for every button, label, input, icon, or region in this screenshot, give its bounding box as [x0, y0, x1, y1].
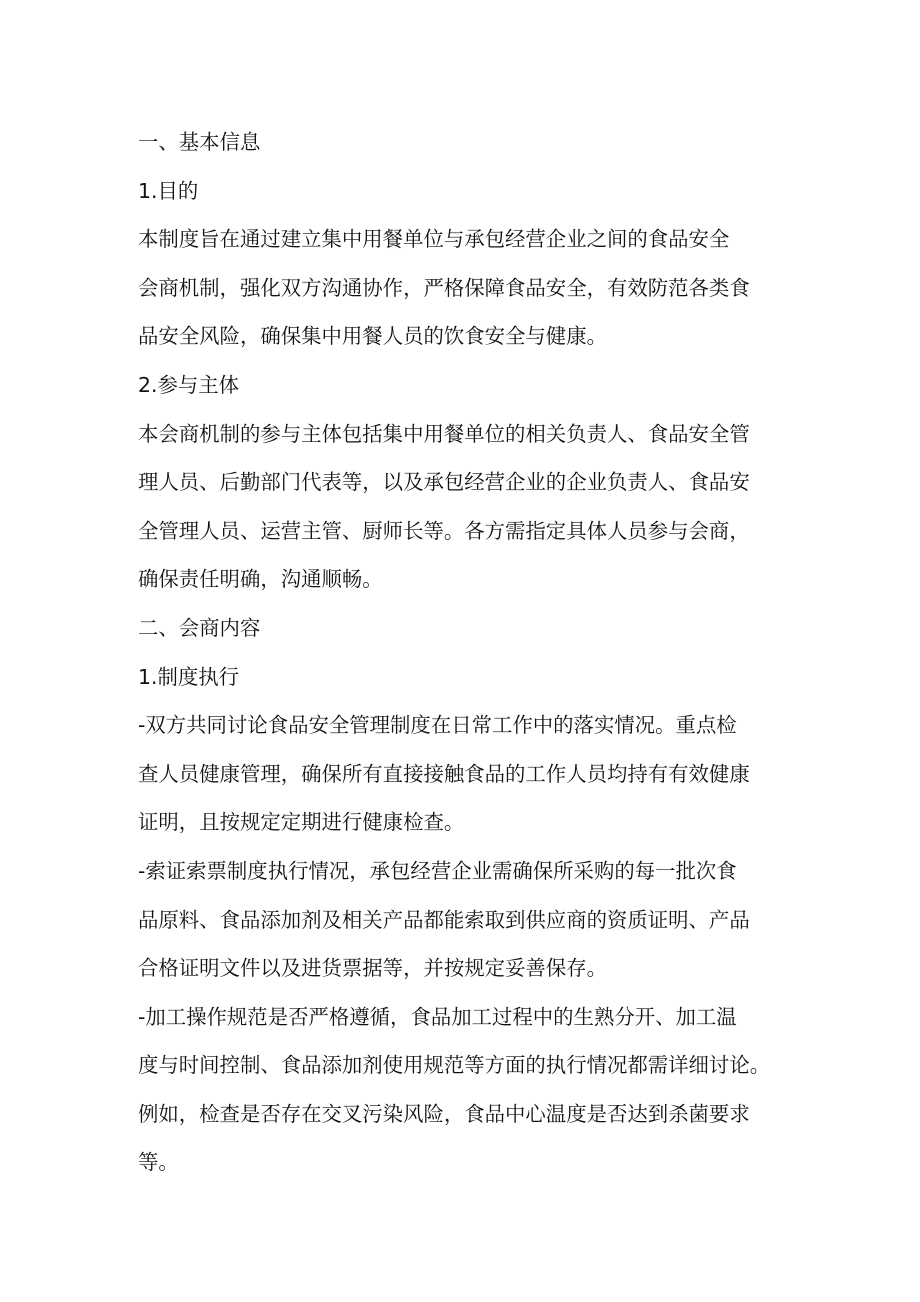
- paragraph-participants: [138, 410, 798, 604]
- text-line: 等。: [138, 1150, 179, 1175]
- subheading-purpose: 1.目的: [138, 178, 199, 203]
- document-body: [138, 118, 798, 1187]
- section-heading-basic-info: 一、基本信息: [138, 130, 261, 154]
- text-line: 证明，且按规定定期进行健康检查。: [138, 810, 465, 835]
- text-line: 本会商机制的参与主体包括集中用餐单位的相关负责人、食品安全管: [138, 421, 750, 446]
- text-line: 品安全风险，确保集中用餐人员的饮食安全与健康。: [138, 324, 607, 349]
- text-line: -索证索票制度执行情况，承包经营企业需确保所采购的每一批次食: [138, 858, 737, 883]
- text-line: 合格证明文件以及进货票据等，并按规定妥善保存。: [138, 956, 607, 981]
- text-line: 本制度旨在通过建立集中用餐单位与承包经营企业之间的食品安全: [138, 227, 730, 252]
- text-line: 理人员、后勤部门代表等，以及承包经营企业的企业负责人、食品安: [138, 470, 750, 495]
- subheading-system-execution: 1.制度执行: [138, 664, 240, 689]
- text-line: -双方共同讨论食品安全管理制度在日常工作中的落实情况。重点检: [138, 713, 737, 738]
- text-line: -加工操作规范是否严格遵循，食品加工过程中的生熟分开、加工温: [138, 1004, 737, 1029]
- text-line: 查人员健康管理，确保所有直接接触食品的工作人员均持有有效健康: [138, 761, 750, 786]
- paragraph-processing-operations: [138, 993, 798, 1187]
- paragraph-purpose: [138, 215, 798, 361]
- text-line: 确保责任明确，沟通顺畅。: [138, 567, 383, 592]
- text-line: 会商机制，强化双方沟通协作，严格保障食品安全，有效防范各类食: [138, 275, 750, 300]
- text-line: 品原料、食品添加剂及相关产品都能索取到供应商的资质证明、产品: [138, 907, 750, 932]
- text-line: 例如，检查是否存在交叉污染风险，食品中心温度是否达到杀菌要求: [138, 1101, 750, 1126]
- paragraph-certificates: [138, 847, 798, 993]
- section-heading-consultation-content: 二、会商内容: [138, 615, 261, 640]
- text-line: 度与时间控制、食品添加剂使用规范等方面的执行情况都需详细讨论。: [138, 1053, 771, 1078]
- text-line: 全管理人员、运营主管、厨师长等。各方需指定具体人员参与会商，: [138, 518, 750, 543]
- paragraph-health-management: [138, 701, 798, 847]
- subheading-participants: 2.参与主体: [138, 372, 240, 397]
